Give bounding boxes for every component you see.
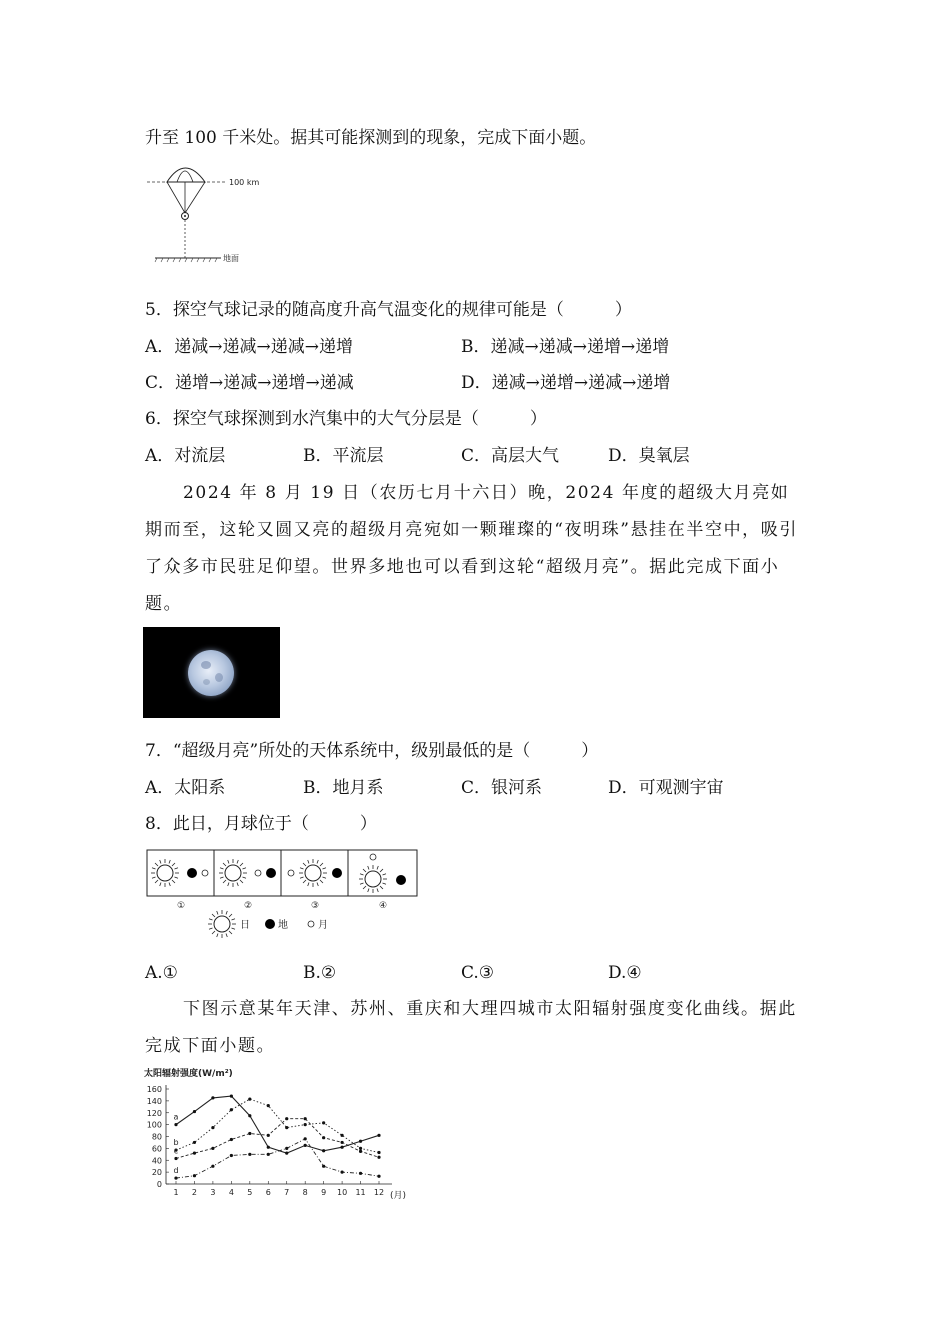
q5-stem: 5．探空气球记录的随高度升高气温变化的规律可能是（ ） [145, 300, 632, 320]
legend-sun-label: 日 [240, 920, 250, 931]
data-point-c [211, 1147, 214, 1150]
data-point-b [285, 1126, 288, 1129]
moon-icon [202, 870, 208, 876]
balloon-figure [145, 160, 265, 268]
series-label-b: b [173, 1138, 179, 1148]
height-label: 100 km [229, 178, 260, 187]
data-point-c [248, 1132, 251, 1135]
series-line-b [173, 1099, 379, 1152]
data-point-d [304, 1137, 307, 1140]
chart-ylabel: 太阳辐射强度(W/m²) [144, 1069, 233, 1079]
data-point-a [285, 1152, 288, 1155]
legend-moon-label: 月 [318, 920, 328, 931]
data-point-b [211, 1126, 214, 1129]
sun-icon [299, 859, 327, 887]
chart-xlabel: (月) [390, 1191, 407, 1201]
sun-icon [219, 859, 247, 887]
data-point-b [322, 1121, 325, 1124]
q5-option-c[interactable]: C．递增→递减→递增→递减 [145, 373, 354, 393]
q7-option-c[interactable]: C．银河系 [461, 778, 543, 798]
series-label-d: d [173, 1166, 179, 1176]
earth-icon [187, 868, 197, 878]
y-tick-label: 40 [151, 1156, 162, 1166]
data-point-a [377, 1134, 380, 1137]
moon-icon [308, 921, 314, 927]
data-point-d [174, 1176, 177, 1179]
q6-option-b[interactable]: B．平流层 [303, 446, 384, 466]
q8-stem: 8．此日，月球位于（ ） [145, 814, 377, 834]
data-point-b [304, 1123, 307, 1126]
x-tick-label: 11 [355, 1188, 366, 1197]
data-point-b [193, 1141, 196, 1144]
data-point-d [340, 1171, 343, 1174]
data-point-d [230, 1154, 233, 1157]
data-point-d [211, 1165, 214, 1168]
x-tick-label: 3 [210, 1188, 216, 1197]
x-tick-label: 6 [265, 1188, 271, 1197]
data-point-a [359, 1140, 362, 1143]
data-point-a [304, 1144, 307, 1147]
data-point-d [248, 1153, 251, 1156]
data-point-a [230, 1095, 233, 1098]
earth-icon [265, 919, 275, 929]
panel-label: ① [176, 901, 186, 911]
series-line-c [173, 1119, 379, 1159]
intro-tail: 升至 100 千米处。据其可能探测到的现象，完成下面小题。 [145, 128, 597, 148]
q8-option-b[interactable]: B.② [303, 963, 337, 983]
data-point-c [304, 1117, 307, 1120]
y-tick-label: 120 [146, 1108, 162, 1118]
ground-label: 地面 [223, 254, 239, 263]
series-line-a [173, 1096, 379, 1156]
moon-passage: 2024 年 8 月 19 日（农历七月十六日）晚，2024 年度的超级大月亮如期而至，这轮又圆又亮的超级月亮宛如一颗璀璨的“夜明珠”悬挂在半空中，吸引了众多市民驻足仰望。世界多地也可以看到这轮“超级月亮”。据此完成下面小题。 [145, 483, 798, 614]
data-point-b [377, 1151, 380, 1154]
data-point-c [359, 1150, 362, 1153]
legend-earth-label: 地 [278, 920, 288, 931]
moon-icon [370, 854, 376, 860]
y-tick-label: 20 [151, 1168, 162, 1178]
data-point-a [193, 1110, 196, 1113]
y-tick-label: 0 [156, 1180, 162, 1189]
q8-option-a[interactable]: A.① [145, 963, 178, 983]
sun-earth-moon-figure [145, 848, 420, 940]
x-tick-label: 9 [321, 1188, 327, 1197]
radiation-passage: 下图示意某年天津、苏州、重庆和大理四城市太阳辐射强度变化曲线。据此完成下面小题。 [145, 999, 797, 1056]
parachute-icon [167, 168, 205, 182]
x-tick-label: 12 [373, 1188, 385, 1197]
data-point-b [267, 1104, 270, 1107]
x-tick-label: 2 [191, 1188, 198, 1197]
series-label-c: c [173, 1146, 179, 1156]
data-point-c [230, 1138, 233, 1141]
moon-icon [288, 870, 294, 876]
earth-icon [396, 875, 406, 885]
data-point-d [322, 1165, 325, 1168]
panel-label: ④ [378, 901, 388, 911]
panel-label: ② [243, 901, 253, 911]
sun-icon [208, 910, 236, 938]
radiation-chart [140, 1065, 420, 1205]
data-point-d [377, 1175, 380, 1178]
data-point-b [248, 1097, 251, 1100]
x-tick-label: 8 [302, 1188, 308, 1197]
y-tick-label: 160 [146, 1085, 162, 1094]
moon-icon [255, 870, 261, 876]
q6-option-d[interactable]: D．臭氧层 [608, 446, 690, 466]
earth-icon [266, 868, 276, 878]
q6-option-c[interactable]: C．高层大气 [461, 446, 560, 466]
q5-option-a[interactable]: A．递减→递减→递减→递增 [145, 337, 354, 357]
data-point-a [340, 1146, 343, 1149]
data-point-a [174, 1123, 177, 1126]
data-point-c [174, 1157, 177, 1160]
y-tick-label: 80 [151, 1132, 162, 1142]
data-point-c [267, 1134, 270, 1137]
data-point-a [211, 1096, 214, 1099]
data-point-c [322, 1136, 325, 1139]
q7-option-a[interactable]: A．太阳系 [145, 778, 226, 798]
y-tick-label: 140 [146, 1096, 162, 1106]
q6-option-a[interactable]: A．对流层 [145, 446, 226, 466]
data-point-c [377, 1156, 380, 1159]
series-label-a: a [173, 1112, 179, 1122]
data-point-a [248, 1114, 251, 1117]
data-point-c [193, 1152, 196, 1155]
q7-stem: 7．“超级月亮”所处的天体系统中，级别最低的是（ ） [145, 741, 599, 761]
data-point-b [230, 1108, 233, 1111]
y-tick-label: 100 [146, 1120, 162, 1130]
q7-option-d[interactable]: D．可观测宇宙 [608, 778, 724, 798]
data-point-c [285, 1117, 288, 1120]
q6-stem: 6．探空气球探测到水汽集中的大气分层是（ ） [145, 409, 547, 429]
panel-label: ③ [310, 901, 320, 911]
q7-option-b[interactable]: B．地月系 [303, 778, 384, 798]
data-point-c [340, 1141, 343, 1144]
data-point-b [359, 1147, 362, 1150]
data-point-d [359, 1172, 362, 1175]
moon-photo [143, 627, 280, 718]
earth-icon [332, 868, 342, 878]
data-point-d [285, 1147, 288, 1150]
x-tick-label: 10 [336, 1188, 348, 1197]
data-point-b [340, 1134, 343, 1137]
y-tick-label: 60 [151, 1144, 162, 1154]
sun-icon [359, 865, 387, 893]
sun-icon [151, 859, 179, 887]
data-point-d [193, 1174, 196, 1177]
q5-option-d[interactable]: D．递减→递增→递减→递增 [461, 373, 671, 393]
x-tick-label: 7 [284, 1188, 290, 1197]
data-point-a [267, 1146, 270, 1149]
q8-option-d[interactable]: D.④ [608, 963, 642, 983]
q8-option-c[interactable]: C.③ [461, 963, 495, 983]
data-point-d [267, 1153, 270, 1156]
q5-option-b[interactable]: B．递减→递减→递增→递增 [461, 337, 670, 357]
x-tick-label: 4 [228, 1188, 234, 1197]
x-tick-label: 5 [247, 1188, 253, 1197]
x-tick-label: 1 [173, 1188, 179, 1197]
data-point-a [322, 1149, 325, 1152]
